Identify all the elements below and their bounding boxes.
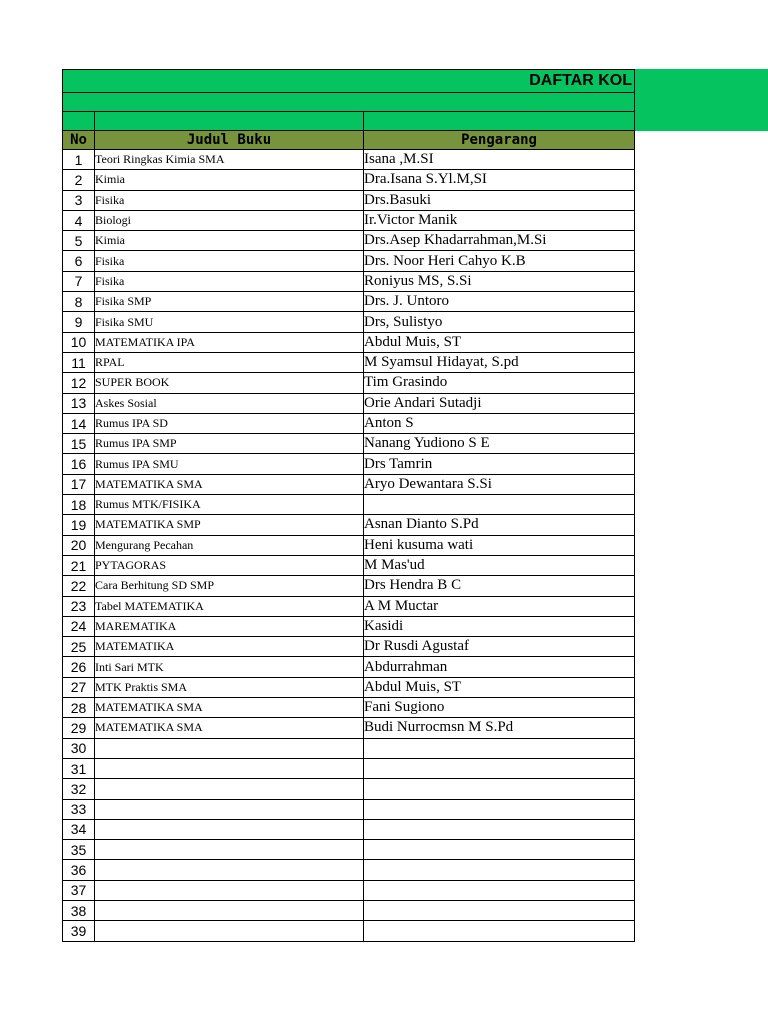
row-number-cell[interactable]: 32 bbox=[63, 779, 95, 799]
title-row bbox=[63, 70, 635, 93]
book-title-cell[interactable]: RPAL bbox=[95, 352, 364, 372]
book-title-cell[interactable]: PYTAGORAS bbox=[95, 555, 364, 575]
row-number-cell[interactable]: 27 bbox=[63, 677, 95, 697]
author-cell[interactable] bbox=[364, 495, 635, 515]
book-title-cell[interactable]: SUPER BOOK bbox=[95, 373, 364, 393]
author-cell[interactable] bbox=[364, 921, 635, 941]
blank-green-row bbox=[63, 93, 635, 112]
row-number-cell[interactable]: 39 bbox=[63, 921, 95, 941]
row-number-cell[interactable]: 6 bbox=[63, 251, 95, 271]
header-no[interactable]: No bbox=[63, 131, 95, 150]
row-number-cell[interactable]: 15 bbox=[63, 434, 95, 454]
author-cell[interactable]: Aryo Dewantara S.Si bbox=[364, 474, 635, 494]
author-cell[interactable] bbox=[364, 758, 635, 778]
author-cell[interactable] bbox=[364, 779, 635, 799]
row-number-cell[interactable]: 10 bbox=[63, 332, 95, 352]
author-cell[interactable]: Fani Sugiono bbox=[364, 698, 635, 718]
table-row bbox=[63, 576, 635, 596]
row-number-cell[interactable]: 28 bbox=[63, 698, 95, 718]
table-row bbox=[63, 190, 635, 210]
row-number-cell[interactable]: 5 bbox=[63, 231, 95, 251]
author-cell[interactable]: Abdul Muis, ST bbox=[364, 332, 635, 352]
row-number-cell[interactable]: 38 bbox=[63, 900, 95, 920]
table-row bbox=[63, 170, 635, 190]
author-cell[interactable]: Abdurrahman bbox=[364, 657, 635, 677]
row-number-cell[interactable]: 37 bbox=[63, 880, 95, 900]
book-title-cell[interactable]: Fisika bbox=[95, 190, 364, 210]
blank-merged-cell[interactable] bbox=[63, 93, 635, 112]
table-row bbox=[63, 352, 635, 372]
table-row bbox=[63, 698, 635, 718]
author-cell[interactable]: Drs. J. Untoro bbox=[364, 292, 635, 312]
row-number-cell[interactable]: 26 bbox=[63, 657, 95, 677]
title-cell[interactable] bbox=[63, 70, 635, 93]
author-cell[interactable]: Budi Nurrocmsn M S.Pd bbox=[364, 718, 635, 738]
author-cell[interactable]: Drs. Noor Heri Cahyo K.B bbox=[364, 251, 635, 271]
table-row bbox=[63, 515, 635, 535]
book-title-cell[interactable] bbox=[95, 758, 364, 778]
row-number-cell[interactable]: 29 bbox=[63, 718, 95, 738]
table-row bbox=[63, 373, 635, 393]
row-number-cell[interactable]: 25 bbox=[63, 637, 95, 657]
author-cell[interactable]: Orie Andari Sutadji bbox=[364, 393, 635, 413]
row-number-cell[interactable]: 14 bbox=[63, 413, 95, 433]
row-number-cell[interactable]: 30 bbox=[63, 738, 95, 758]
row-number-cell[interactable]: 19 bbox=[63, 515, 95, 535]
row-number-cell[interactable]: 24 bbox=[63, 616, 95, 636]
row-number-cell[interactable]: 17 bbox=[63, 474, 95, 494]
row-number-cell[interactable]: 11 bbox=[63, 352, 95, 372]
row-number-cell[interactable]: 3 bbox=[63, 190, 95, 210]
table-row bbox=[63, 271, 635, 291]
author-cell[interactable]: Anton S bbox=[364, 413, 635, 433]
table-row bbox=[63, 210, 635, 230]
table-row bbox=[63, 819, 635, 839]
book-title-cell[interactable] bbox=[95, 819, 364, 839]
header-book-title[interactable]: Judul Buku bbox=[95, 131, 364, 150]
row-number-cell[interactable]: 16 bbox=[63, 454, 95, 474]
book-title-cell[interactable] bbox=[95, 840, 364, 860]
row-number-cell[interactable]: 34 bbox=[63, 819, 95, 839]
table-row bbox=[63, 657, 635, 677]
book-title-cell[interactable]: MATEMATIKA SMP bbox=[95, 515, 364, 535]
table-row bbox=[63, 799, 635, 819]
book-title-cell[interactable]: Rumus IPA SD bbox=[95, 413, 364, 433]
blank-cell[interactable] bbox=[95, 112, 364, 131]
book-title-cell[interactable]: MATEMATIKA SMA bbox=[95, 718, 364, 738]
author-cell[interactable]: Drs, Sulistyo bbox=[364, 312, 635, 332]
author-cell[interactable]: Dra.Isana S.Yl.M,SI bbox=[364, 170, 635, 190]
table-row bbox=[63, 596, 635, 616]
book-title-cell[interactable]: Inti Sari MTK bbox=[95, 657, 364, 677]
row-number-cell[interactable]: 23 bbox=[63, 596, 95, 616]
row-number-cell[interactable]: 12 bbox=[63, 373, 95, 393]
book-title-cell[interactable]: MATEMATIKA SMA bbox=[95, 474, 364, 494]
table-row bbox=[63, 332, 635, 352]
author-cell[interactable]: M Syamsul Hidayat, S.pd bbox=[364, 352, 635, 372]
author-cell[interactable] bbox=[364, 900, 635, 920]
table-row bbox=[63, 637, 635, 657]
author-cell[interactable]: Abdul Muis, ST bbox=[364, 677, 635, 697]
sheet-title: DAFTAR KOL bbox=[529, 72, 632, 89]
row-number-cell[interactable]: 33 bbox=[63, 799, 95, 819]
book-title-cell[interactable]: Rumus MTK/FISIKA bbox=[95, 495, 364, 515]
blank-green-row bbox=[63, 112, 635, 131]
book-title-cell[interactable] bbox=[95, 779, 364, 799]
table-row bbox=[63, 779, 635, 799]
book-title-cell[interactable]: Biologi bbox=[95, 210, 364, 230]
author-cell[interactable]: Heni kusuma wati bbox=[364, 535, 635, 555]
row-number-cell[interactable]: 2 bbox=[63, 170, 95, 190]
book-title-cell[interactable]: Tabel MATEMATIKA bbox=[95, 596, 364, 616]
row-number-cell[interactable]: 35 bbox=[63, 840, 95, 860]
table-row bbox=[63, 677, 635, 697]
header-author[interactable]: Pengarang bbox=[364, 131, 635, 150]
blank-cell[interactable] bbox=[63, 112, 95, 131]
table-row bbox=[63, 312, 635, 332]
table-row bbox=[63, 921, 635, 941]
author-cell[interactable] bbox=[364, 738, 635, 758]
table-row bbox=[63, 454, 635, 474]
table-row bbox=[63, 251, 635, 271]
table-row bbox=[63, 150, 635, 170]
blank-cell[interactable] bbox=[364, 112, 635, 131]
row-number-cell[interactable]: 36 bbox=[63, 860, 95, 880]
table-row bbox=[63, 555, 635, 575]
row-number-cell[interactable]: 22 bbox=[63, 576, 95, 596]
book-title-cell[interactable] bbox=[95, 860, 364, 880]
book-title-cell[interactable] bbox=[95, 738, 364, 758]
book-title-cell[interactable] bbox=[95, 900, 364, 920]
author-cell[interactable]: Drs Tamrin bbox=[364, 454, 635, 474]
author-cell[interactable]: A M Muctar bbox=[364, 596, 635, 616]
book-title-cell[interactable]: Teori Ringkas Kimia SMA bbox=[95, 150, 364, 170]
row-number-cell[interactable]: 20 bbox=[63, 535, 95, 555]
author-cell[interactable] bbox=[364, 840, 635, 860]
row-number-cell[interactable]: 8 bbox=[63, 292, 95, 312]
author-cell[interactable] bbox=[364, 860, 635, 880]
row-number-cell[interactable]: 31 bbox=[63, 758, 95, 778]
author-cell[interactable]: Roniyus MS, S.Si bbox=[364, 271, 635, 291]
book-title-cell[interactable] bbox=[95, 880, 364, 900]
book-title-cell[interactable]: MATEMATIKA bbox=[95, 637, 364, 657]
table-row bbox=[63, 393, 635, 413]
book-title-cell[interactable]: Rumus IPA SMU bbox=[95, 454, 364, 474]
book-title-cell[interactable]: Mengurang Pecahan bbox=[95, 535, 364, 555]
book-title-cell[interactable]: Fisika bbox=[95, 251, 364, 271]
author-cell[interactable]: Drs.Asep Khadarrahman,M.Si bbox=[364, 231, 635, 251]
table-row bbox=[63, 880, 635, 900]
header-row bbox=[63, 131, 635, 150]
author-cell[interactable]: Ir.Victor Manik bbox=[364, 210, 635, 230]
book-title-cell[interactable]: Cara Berhitung SD SMP bbox=[95, 576, 364, 596]
book-title-cell[interactable]: Askes Sosial bbox=[95, 393, 364, 413]
book-title-cell[interactable]: Fisika SMU bbox=[95, 312, 364, 332]
table-row bbox=[63, 738, 635, 758]
table-row bbox=[63, 758, 635, 778]
row-number-cell[interactable]: 21 bbox=[63, 555, 95, 575]
book-title-cell[interactable]: Rumus IPA SMP bbox=[95, 434, 364, 454]
table-row bbox=[63, 718, 635, 738]
table-row bbox=[63, 292, 635, 312]
table-row bbox=[63, 231, 635, 251]
book-title-cell[interactable]: Kimia bbox=[95, 170, 364, 190]
author-cell[interactable]: Drs Hendra B C bbox=[364, 576, 635, 596]
book-title-cell[interactable]: Fisika bbox=[95, 271, 364, 291]
author-cell[interactable]: Asnan Dianto S.Pd bbox=[364, 515, 635, 535]
author-cell[interactable] bbox=[364, 880, 635, 900]
author-cell[interactable]: Dr Rusdi Agustaf bbox=[364, 637, 635, 657]
book-title-cell[interactable] bbox=[95, 921, 364, 941]
book-title-cell[interactable]: MTK Praktis SMA bbox=[95, 677, 364, 697]
row-number-cell[interactable]: 13 bbox=[63, 393, 95, 413]
author-cell[interactable] bbox=[364, 819, 635, 839]
author-cell[interactable] bbox=[364, 799, 635, 819]
row-number-cell[interactable]: 9 bbox=[63, 312, 95, 332]
book-collection-table bbox=[62, 69, 635, 942]
author-cell[interactable]: Drs.Basuki bbox=[364, 190, 635, 210]
book-title-cell[interactable]: MATEMATIKA IPA bbox=[95, 332, 364, 352]
row-number-cell[interactable]: 1 bbox=[63, 150, 95, 170]
author-cell[interactable]: M Mas'ud bbox=[364, 555, 635, 575]
table-row bbox=[63, 840, 635, 860]
author-cell[interactable]: Isana ,M.SI bbox=[364, 150, 635, 170]
author-cell[interactable]: Kasidi bbox=[364, 616, 635, 636]
table-row bbox=[63, 900, 635, 920]
book-title-cell[interactable]: Kimia bbox=[95, 231, 364, 251]
table-row bbox=[63, 616, 635, 636]
author-cell[interactable]: Nanang Yudiono S E bbox=[364, 434, 635, 454]
table-row bbox=[63, 495, 635, 515]
author-cell[interactable]: Tim Grasindo bbox=[364, 373, 635, 393]
title-band-overflow bbox=[634, 69, 768, 131]
row-number-cell[interactable]: 7 bbox=[63, 271, 95, 291]
table-row bbox=[63, 474, 635, 494]
book-title-cell[interactable]: MAREMATIKA bbox=[95, 616, 364, 636]
book-title-cell[interactable]: MATEMATIKA SMA bbox=[95, 698, 364, 718]
row-number-cell[interactable]: 18 bbox=[63, 495, 95, 515]
row-number-cell[interactable]: 4 bbox=[63, 210, 95, 230]
table-row bbox=[63, 413, 635, 433]
table-row bbox=[63, 535, 635, 555]
book-title-cell[interactable] bbox=[95, 799, 364, 819]
table-row bbox=[63, 434, 635, 454]
table-row bbox=[63, 860, 635, 880]
book-title-cell[interactable]: Fisika SMP bbox=[95, 292, 364, 312]
